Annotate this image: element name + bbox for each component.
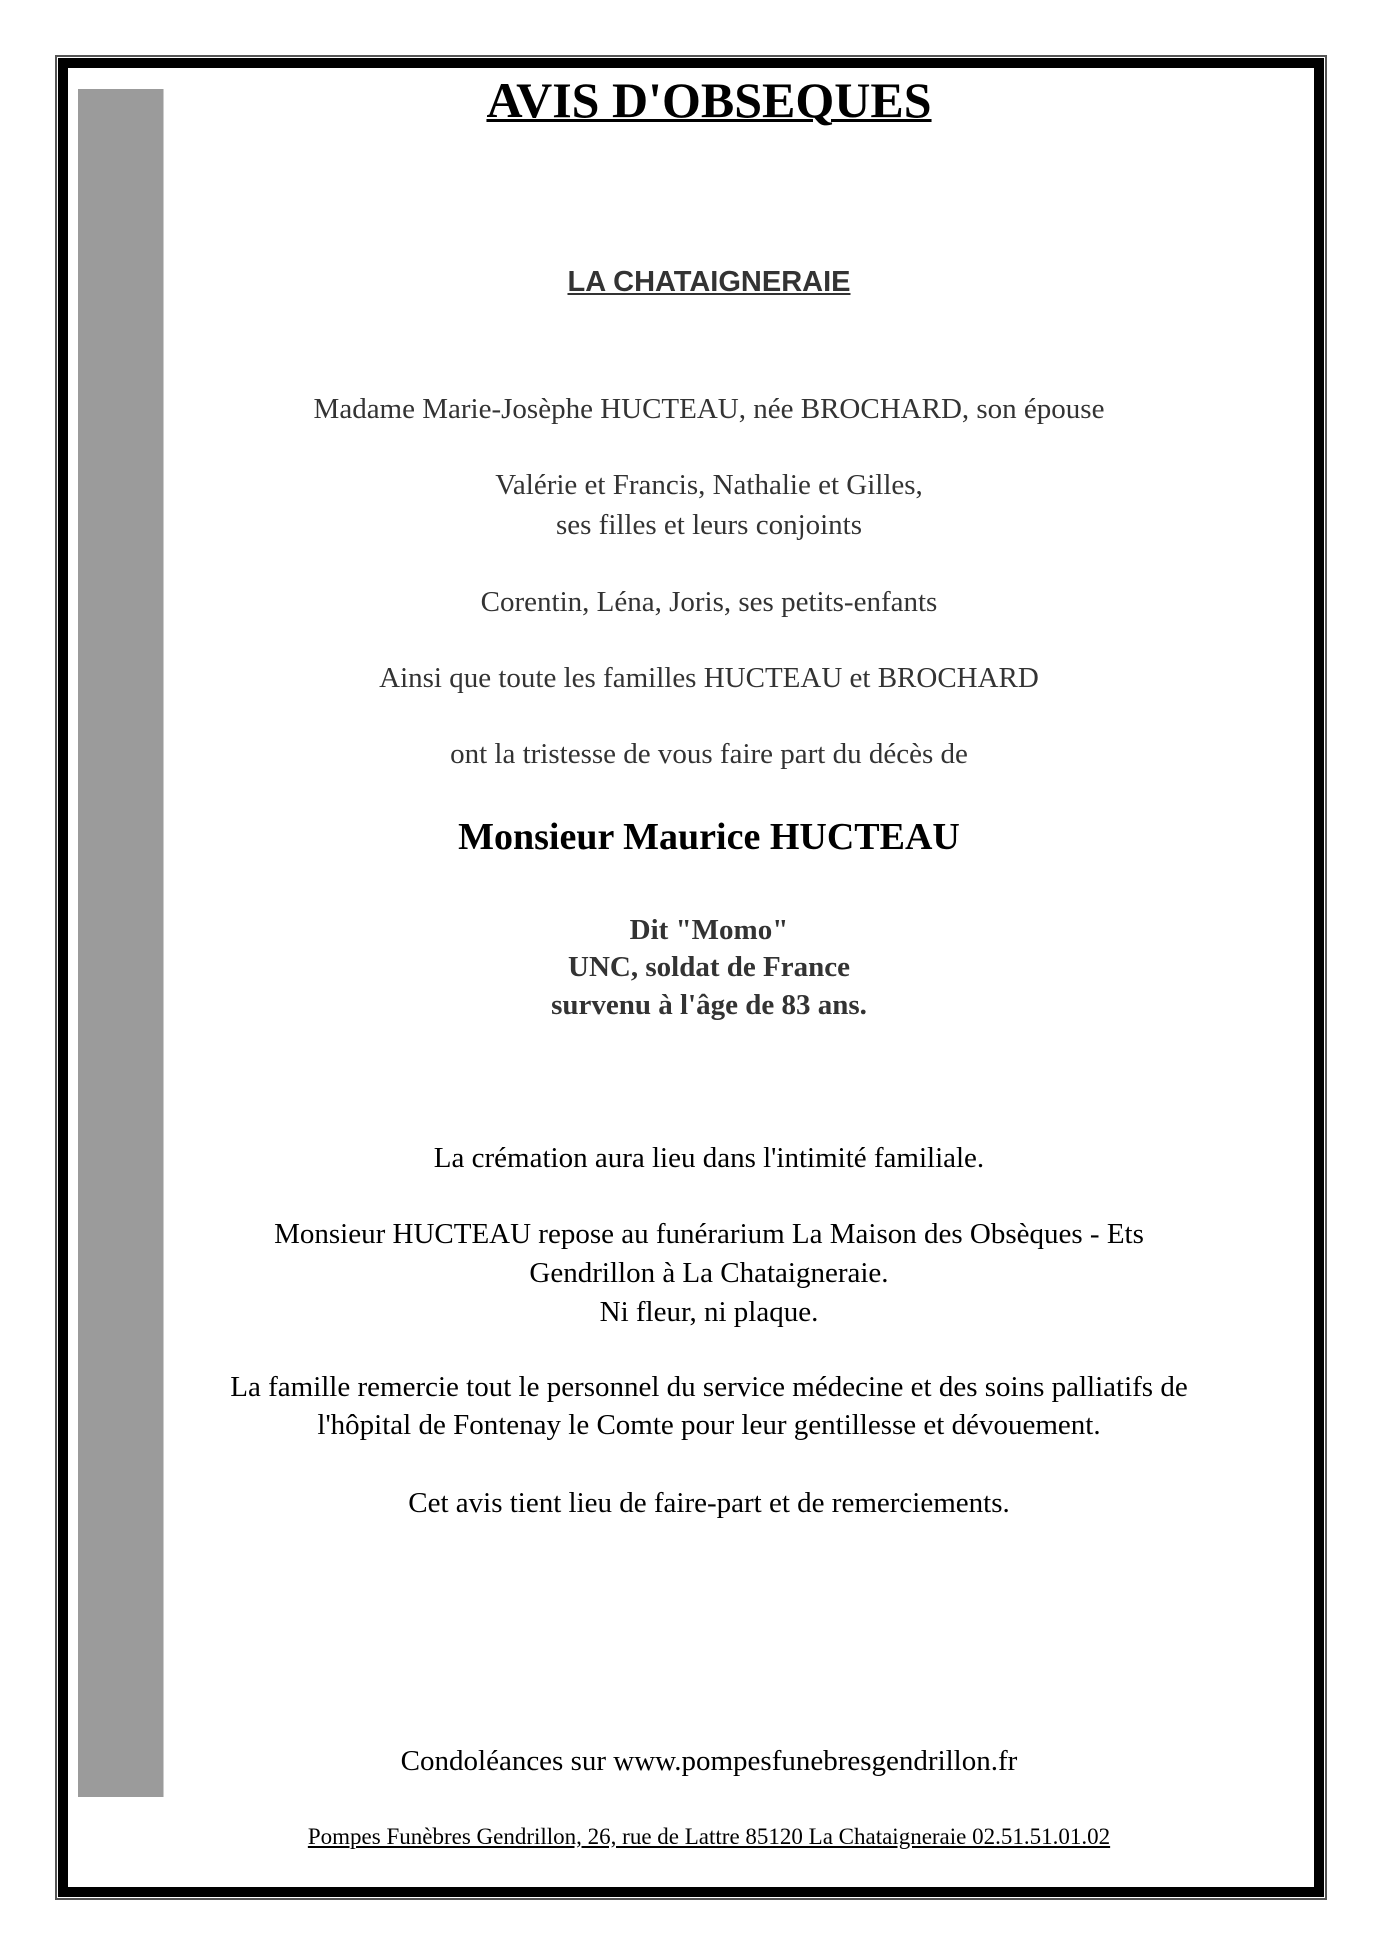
deceased-name: Monsieur Maurice HUCTEAU (458, 816, 960, 858)
info-line: Monsieur HUCTEAU repose au funérarium La Maison des Obsèques - Ets (274, 1218, 1144, 1250)
family-line: Corentin, Léna, Joris, ses petits-enfants (480, 586, 938, 618)
family-line: Madame Marie-Josèphe HUCTEAU, née BROCHARD, son épouse (313, 393, 1105, 425)
location-heading: LA CHATAIGNERAIE (567, 266, 851, 298)
condolences-link: Condoléances sur www.pompesfunebresgendrillon.fr (400, 1745, 1018, 1777)
family-line: ont la tristesse de vous faire part du décès de (450, 738, 968, 770)
info-line: Gendrillon à La Chataigneraie. (529, 1257, 889, 1289)
family-line: Ainsi que toute les familles HUCTEAU et BROCHARD (379, 662, 1039, 694)
info-line: l'hôpital de Fontenay le Comte pour leur gentillesse et dévouement. (317, 1409, 1101, 1441)
info-line: La famille remercie tout le personnel du service médecine et des soins palliatifs de (230, 1371, 1188, 1403)
info-line: La crémation aura lieu dans l'intimité familiale. (433, 1142, 985, 1174)
info-line: Cet avis tient lieu de faire-part et de remerciements. (408, 1487, 1010, 1519)
family-line: ses filles et leurs conjoints (555, 509, 863, 541)
funeral-home-footer: Pompes Funèbres Gendrillon, 26, rue de Lattre 85120 La Chataigneraie 02.51.51.01.02 (307, 1824, 1111, 1849)
notice-title: AVIS D'OBSEQUES (486, 72, 932, 128)
deceased-detail: survenu à l'âge de 83 ans. (551, 989, 867, 1021)
deceased-detail: Dit "Momo" (629, 914, 789, 946)
deceased-detail: UNC, soldat de France (568, 951, 850, 983)
family-line: Valérie et Francis, Nathalie et Gilles, (495, 469, 923, 501)
info-line: Ni fleur, ni plaque. (599, 1296, 819, 1328)
